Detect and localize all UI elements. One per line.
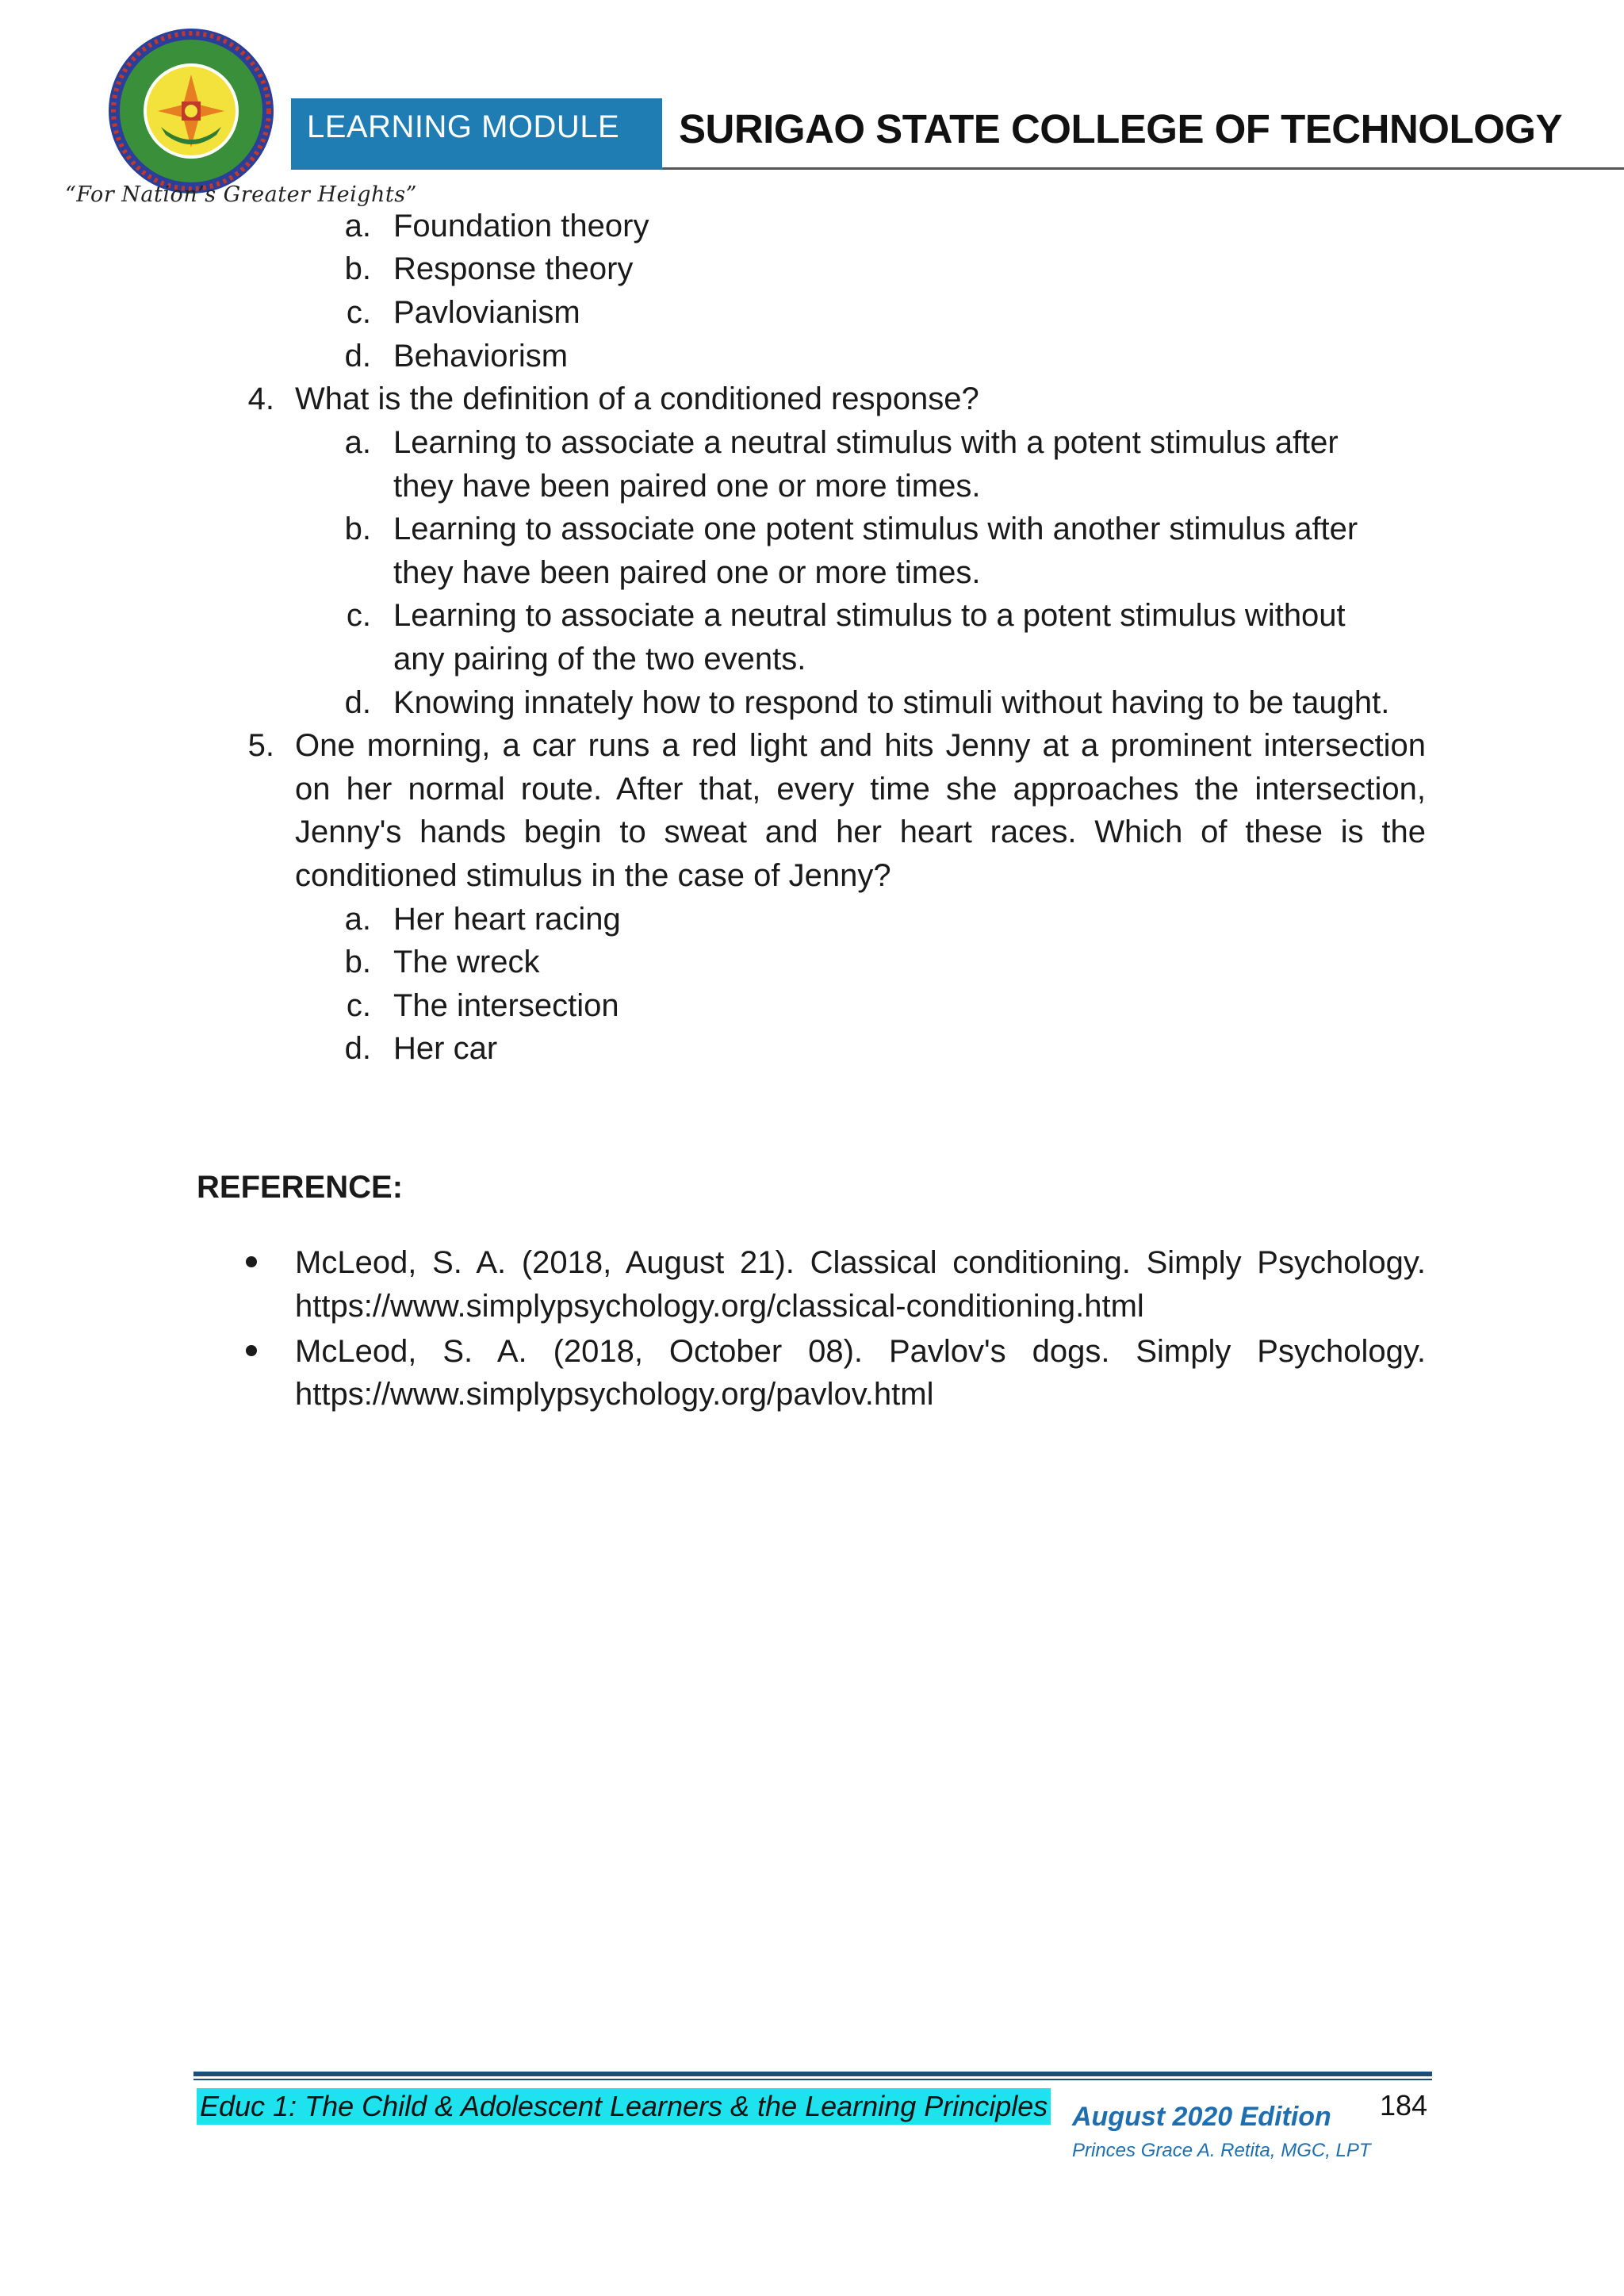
option-text: The intersection <box>393 988 619 1023</box>
college-seal-logo <box>105 25 277 197</box>
header-rule <box>663 167 1624 170</box>
question-number: 5. <box>247 728 274 763</box>
edition-label: August 2020 Edition <box>1072 2102 1331 2132</box>
question-text-line: One morning, a car runs a red light and hits Jenny at a prominent intersection <box>295 728 1426 763</box>
learning-module-label: LEARNING MODULE <box>307 109 620 144</box>
option-text-line: they have been paired one or more times. <box>393 469 981 504</box>
reference-line: McLeod, S. A. (2018, October 08). Pavlov's dogs. Simply Psychology. <box>295 1334 1426 1369</box>
question-text-line: conditioned stimulus in the case of Jenny? <box>295 858 891 893</box>
option-text-line: any pairing of the two events. <box>393 642 806 677</box>
footer-rule-thin <box>193 2079 1432 2080</box>
option-text-line: Learning to associate a neutral stimulus to a potent stimulus without <box>393 598 1346 633</box>
option-text: Foundation theory <box>393 209 649 243</box>
bullet-icon <box>246 1345 257 1356</box>
option-text-line: they have been paired one or more times. <box>393 555 981 590</box>
reference-link[interactable]: https://www.simplypsychology.org/classical-conditioning.html <box>295 1289 1144 1324</box>
option-letter: d. <box>344 685 371 720</box>
school-name: SURIGAO STATE COLLEGE OF TECHNOLOGY <box>679 106 1562 151</box>
option-letter: d. <box>344 339 371 374</box>
author-name: Princes Grace A. Retita, MGC, LPT <box>1072 2140 1371 2161</box>
option-text: Her heart racing <box>393 902 621 937</box>
option-text: Behaviorism <box>393 339 569 374</box>
header-rule-blue <box>291 167 664 170</box>
option-text: Her car <box>393 1031 498 1066</box>
question-number: 4. <box>247 381 274 416</box>
option-text: Response theory <box>393 251 634 286</box>
college-motto: “For Nation’s Greater Heights” <box>65 182 417 207</box>
option-text: The wreck <box>393 945 540 979</box>
course-title: Educ 1: The Child & Adolescent Learners & the Learning Principles <box>197 2088 1051 2125</box>
option-letter: d. <box>344 1031 371 1066</box>
option-letter: c. <box>346 988 371 1023</box>
option-letter: b. <box>344 251 371 286</box>
footer-rule <box>193 2072 1432 2076</box>
option-letter: a. <box>344 209 371 243</box>
option-letter: c. <box>346 295 371 330</box>
option-letter: c. <box>346 598 371 633</box>
bullet-icon <box>246 1256 257 1267</box>
option-letter: a. <box>344 902 371 937</box>
option-text-line: Knowing innately how to respond to stimuli without having to be taught. <box>393 685 1390 720</box>
option-letter: b. <box>344 512 371 546</box>
page-number: 184 <box>1380 2089 1428 2122</box>
reference-link[interactable]: https://www.simplypsychology.org/pavlov.html <box>295 1377 934 1412</box>
reference-heading: REFERENCE: <box>197 1170 404 1205</box>
reference-line: McLeod, S. A. (2018, August 21). Classical conditioning. Simply Psychology. <box>295 1245 1426 1280</box>
option-text-line: Learning to associate one potent stimulus with another stimulus after <box>393 512 1358 546</box>
learning-module-banner <box>291 98 662 168</box>
question-text-line: Jenny's hands begin to sweat and her heart races. Which of these is the <box>295 815 1426 849</box>
question-text-line: on her normal route. After that, every time she approaches the intersection, <box>295 772 1426 807</box>
option-text-line: Learning to associate a neutral stimulus with a potent stimulus after <box>393 425 1339 460</box>
option-letter: b. <box>344 945 371 979</box>
question-text: What is the definition of a conditioned response? <box>295 381 979 416</box>
option-letter: a. <box>344 425 371 460</box>
option-text: Pavlovianism <box>393 295 580 330</box>
